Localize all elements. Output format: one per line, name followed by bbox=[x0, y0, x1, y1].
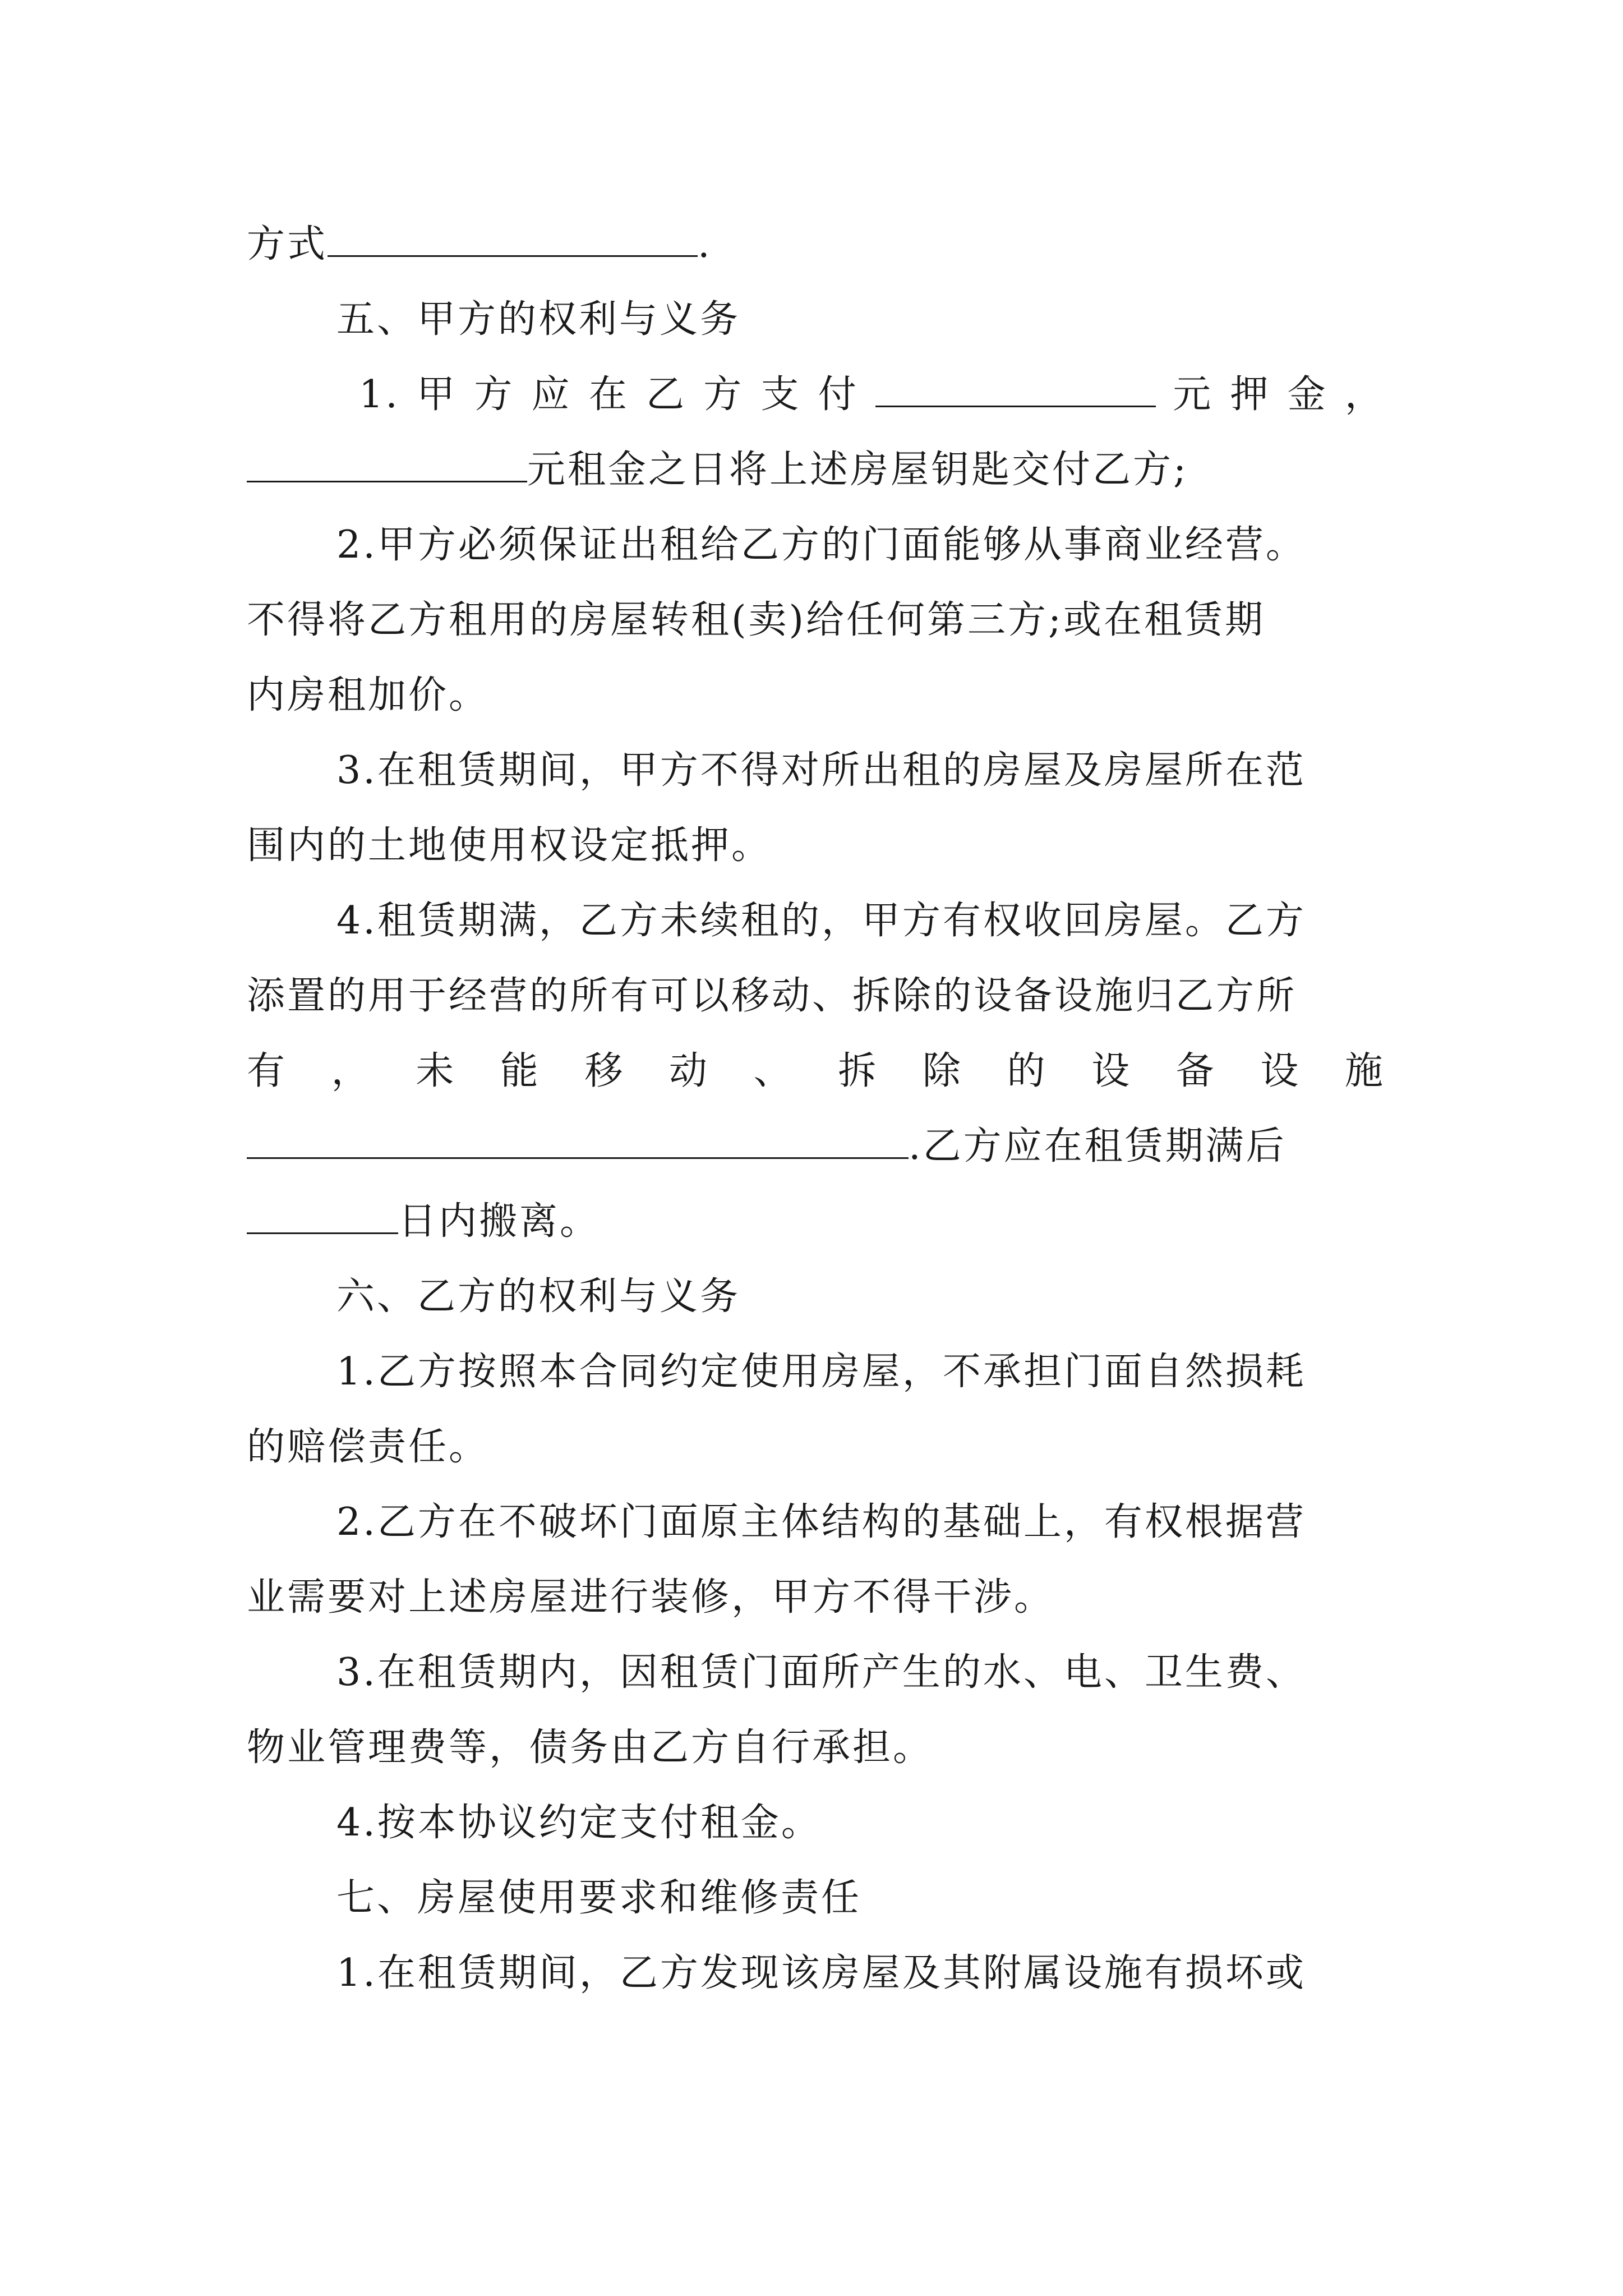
text-char: 1. bbox=[359, 372, 400, 417]
text-line-10: 4.租赁期满，乙方未续租的，甲方有权收回房屋。乙方 bbox=[336, 899, 1306, 943]
fill-in-blank[interactable] bbox=[247, 446, 527, 482]
text-line-11: 添置的用于经营的所有可以移动、拆除的设备设施归乙方所 bbox=[247, 974, 1297, 1018]
text-line-7: 内房租加价。 bbox=[247, 673, 490, 717]
text-char: ， bbox=[1344, 372, 1385, 417]
text-segment: . bbox=[698, 222, 712, 266]
section-heading-7: 七、房屋使用要求和维修责任 bbox=[336, 1876, 862, 1920]
text-char: 在 bbox=[588, 372, 629, 417]
text-char: 元 bbox=[1173, 372, 1214, 417]
text-char: 的 bbox=[1007, 1049, 1048, 1093]
text-char: 施 bbox=[1344, 1049, 1385, 1093]
fill-in-blank[interactable] bbox=[875, 371, 1156, 407]
text-line-14 bbox=[247, 1194, 1385, 1250]
text-char: 方 bbox=[474, 372, 515, 417]
text-segment: 元租金之日将上述房屋钥匙交付乙方; bbox=[527, 448, 1188, 492]
text-char: 押 bbox=[1230, 372, 1271, 417]
text-char: 支 bbox=[760, 372, 801, 417]
text-line-16: 1.乙方按照本合同约定使用房屋，不承担门面自然损耗 bbox=[336, 1350, 1306, 1394]
text-line-20: 3.在租赁期内，因租赁门面所产生的水、电、卫生费、 bbox=[336, 1650, 1306, 1695]
text-line-22: 4.按本协议约定支付租金。 bbox=[336, 1801, 822, 1845]
section-heading-6: 六、乙方的权利与义务 bbox=[336, 1274, 741, 1319]
text-line-17: 的赔偿责任。 bbox=[247, 1425, 490, 1469]
text-char: 甲 bbox=[417, 372, 458, 417]
text-line-1 bbox=[247, 217, 1385, 273]
fill-in-blank[interactable] bbox=[247, 1198, 398, 1234]
text-char: 拆 bbox=[838, 1049, 879, 1093]
text-char: 动 bbox=[669, 1049, 710, 1093]
text-char: 乙 bbox=[646, 372, 687, 417]
text-line-12 bbox=[247, 1043, 1385, 1099]
text-char: 备 bbox=[1175, 1049, 1216, 1093]
text-segment: .乙方应在租赁期满后 bbox=[909, 1124, 1287, 1168]
text-line-19: 业需要对上述房屋进行装修，甲方不得干涉。 bbox=[247, 1575, 1055, 1619]
text-line-8: 3.在租赁期间，甲方不得对所出租的房屋及房屋所在范 bbox=[336, 748, 1306, 793]
text-char: 设 bbox=[1260, 1049, 1301, 1093]
text-line-6: 不得将乙方租用的房屋转租(卖)给任何第三方;或在租赁期 bbox=[247, 598, 1265, 642]
text-line-13 bbox=[247, 1119, 1385, 1175]
text-char: 方 bbox=[703, 372, 744, 417]
text-char: 移 bbox=[584, 1049, 625, 1093]
text-char: 应 bbox=[531, 372, 572, 417]
section-heading-5: 五、甲方的权利与义务 bbox=[336, 297, 741, 342]
text-char: 除 bbox=[922, 1049, 963, 1093]
text-line-18: 2.乙方在不破坏门面原主体结构的基础上，有权根据营 bbox=[336, 1500, 1306, 1544]
fill-in-blank[interactable] bbox=[247, 1122, 909, 1159]
text-char: 付 bbox=[818, 372, 859, 417]
text-line-4 bbox=[247, 442, 1385, 498]
text-char: 能 bbox=[500, 1049, 541, 1093]
text-segment: 日内搬离。 bbox=[398, 1199, 601, 1244]
text-line-3 bbox=[359, 367, 1385, 423]
text-char: 未 bbox=[416, 1049, 457, 1093]
text-line-5: 2.甲方必须保证出租给乙方的门面能够从事商业经营。 bbox=[336, 523, 1306, 567]
text-char: 有 bbox=[247, 1049, 288, 1093]
text-line-24: 1.在租赁期间，乙方发现该房屋及其附属设施有损坏或 bbox=[336, 1951, 1306, 1995]
text-line-21: 物业管理费等，债务由乙方自行承担。 bbox=[247, 1726, 934, 1770]
text-segment: 方式 bbox=[247, 222, 328, 266]
fill-in-blank[interactable] bbox=[328, 220, 698, 257]
text-line-9: 围内的土地使用权设定抵押。 bbox=[247, 823, 772, 868]
text-char: 设 bbox=[1091, 1049, 1132, 1093]
text-char: 金 bbox=[1287, 372, 1328, 417]
text-char: ， bbox=[331, 1049, 372, 1093]
text-char: 、 bbox=[753, 1049, 794, 1093]
